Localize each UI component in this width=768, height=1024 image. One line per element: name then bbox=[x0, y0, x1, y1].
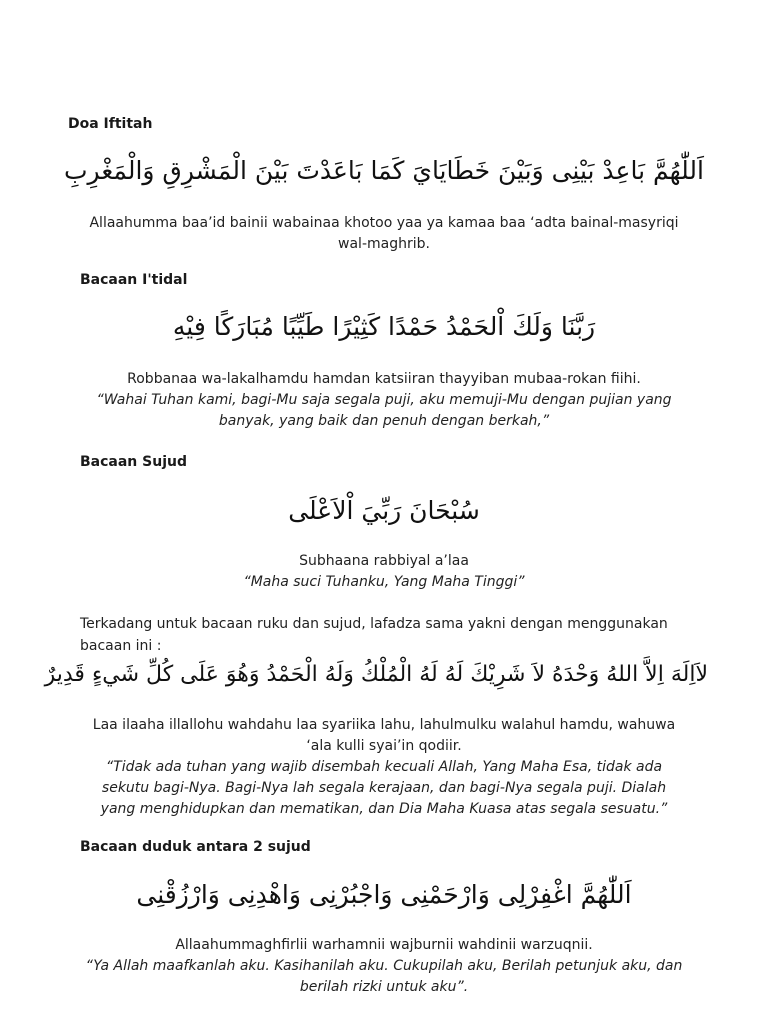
arabic-text-duduk: اَللّٰهُمَّ اغْفِرْلِى وَارْحَمْنِى وَاجْبُرْنِى وَاهْدِنِى وَارْزُقْنِى bbox=[136, 880, 632, 909]
note-paragraph bbox=[80, 613, 700, 654]
transliteration-line: Allaahumma baa’id bainii wabainaa khotoo yaa ya kamaa baa ‘adta bainal-masyriqi bbox=[89, 215, 679, 231]
transliteration-line: Subhaana rabbiyal a’laa bbox=[299, 553, 469, 569]
arabic-text-sujud: سُبْحَانَ رَبِّيَ اْلاَعْلَى bbox=[288, 496, 480, 525]
meaning-line: berilah rizki untuk aku”. bbox=[299, 979, 469, 995]
meaning-line: “Ya Allah maafkanlah aku. Kasihanilah aku. Cukupilah aku, Berilah petunjuk aku, dan bbox=[85, 958, 683, 974]
arabic-text-iftitah: اَللّٰهُمَّ بَاعِدْ بَيْنِى وَبَيْنَ خَطَايَايَ كَمَا بَاعَدْتَ بَيْنَ الْمَشْرِقِ وَالْمَغْرِبِ bbox=[64, 156, 704, 185]
transliteration-line: Allaahummaghfirlii warhamnii wajburnii wahdinii warzuqnii. bbox=[175, 937, 593, 953]
heading-duduk-antara-sujud: Bacaan duduk antara 2 sujud bbox=[80, 839, 311, 855]
transliteration-line: Laa ilaaha illallohu wahdahu laa syariika lahu, lahulmulku walahul hamdu, wahuwa bbox=[92, 717, 676, 733]
paragraph-line: Terkadang untuk bacaan ruku dan sujud, lafadza sama yakni dengan menggunakan bbox=[80, 616, 668, 632]
transliteration-duduk bbox=[74, 935, 694, 998]
transliteration-line: Robbanaa wa-lakalhamdu hamdan katsiiran thayyiban mubaa-rokan fiihi. bbox=[127, 371, 641, 387]
transliteration-sujud bbox=[74, 551, 694, 593]
heading-doa-iftitah: Doa Iftitah bbox=[68, 116, 153, 132]
meaning-line: banyak, yang baik dan penuh dengan berkah,” bbox=[218, 413, 550, 429]
paragraph-line: bacaan ini : bbox=[80, 638, 162, 654]
transliteration-tahlil bbox=[74, 715, 694, 820]
arabic-text-tahlil: لاَاِلَهَ اِلاَّ اللهُ وَحْدَهُ لاَ شَرِيْكَ لَهُ لَهُ الْمُلْكُ وَلَهُ الْحَمْدُ وَهُوَ عَلَى كُلِّ شَيءٍ قَدِيرٌ bbox=[44, 662, 708, 687]
transliteration-line: wal-maghrib. bbox=[338, 236, 430, 252]
transliteration-iftitah bbox=[74, 213, 694, 255]
heading-bacaan-itidal: Bacaan I'tidal bbox=[80, 272, 188, 288]
meaning-line: “Maha suci Tuhanku, Yang Maha Tinggi” bbox=[243, 574, 525, 590]
arabic-text-itidal: رَبَّنَا وَلَكَ اْلحَمْدُ حَمْدًا كَثِيْرًا طَيِّبًا مُبَارَكًا فِيْهِ bbox=[172, 312, 596, 341]
meaning-line: “Tidak ada tuhan yang wajib disembah kecuali Allah, Yang Maha Esa, tidak ada bbox=[105, 759, 663, 775]
meaning-line: yang menghidupkan dan mematikan, dan Dia Maha Kuasa atas segala sesuatu.” bbox=[100, 801, 668, 817]
transliteration-line: ‘ala kulli syai’in qodiir. bbox=[306, 738, 462, 754]
transliteration-itidal bbox=[74, 369, 694, 432]
meaning-line: sekutu bagi-Nya. Bagi-Nya lah segala kerajaan, dan bagi-Nya segala puji. Dialah bbox=[101, 780, 667, 796]
heading-bacaan-sujud: Bacaan Sujud bbox=[80, 454, 187, 470]
meaning-line: “Wahai Tuhan kami, bagi-Mu saja segala puji, aku memuji-Mu dengan pujian yang bbox=[96, 392, 672, 408]
